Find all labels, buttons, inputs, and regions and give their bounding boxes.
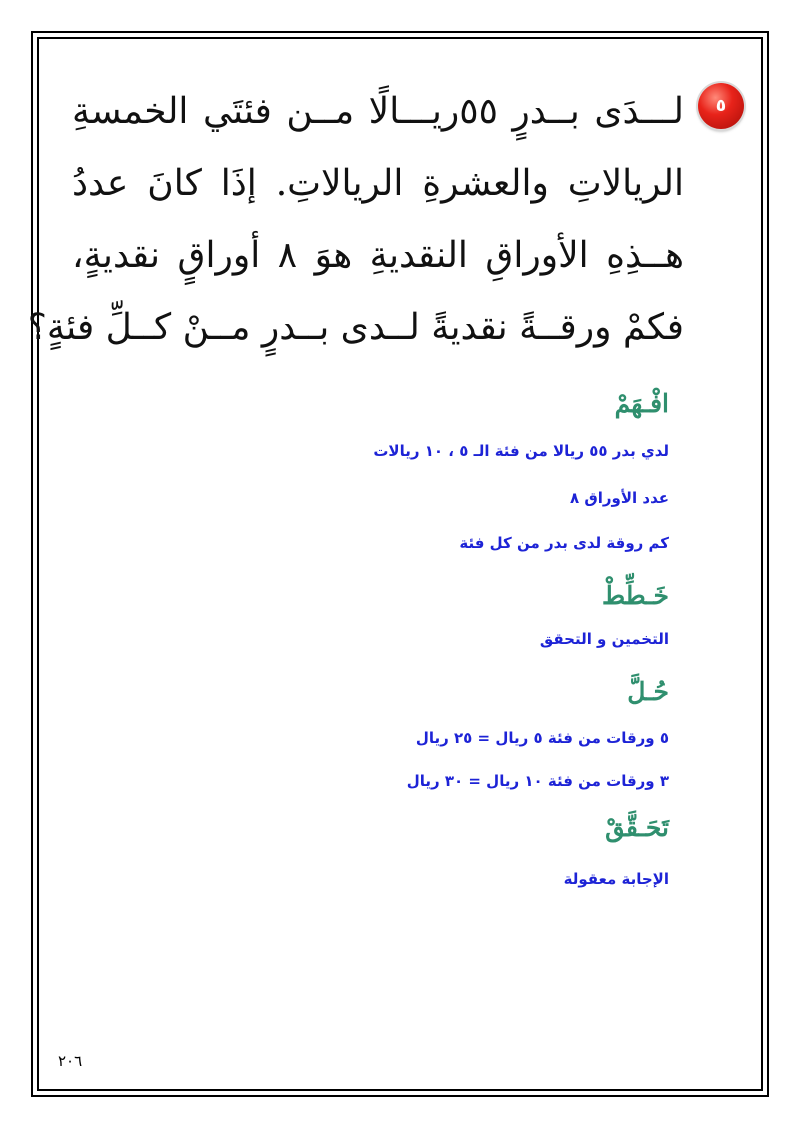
exercise-number: ٥ bbox=[715, 95, 727, 116]
check-heading: تَحَـقَّقْ bbox=[605, 813, 669, 842]
check-line-block bbox=[109, 868, 669, 890]
check-heading-block bbox=[109, 812, 669, 844]
understand-line-block bbox=[109, 440, 669, 462]
solve-heading-block bbox=[109, 676, 669, 708]
understand-line-block bbox=[109, 532, 669, 554]
check-line: الإجابة معقولة bbox=[563, 870, 669, 888]
plan-heading-block bbox=[109, 580, 669, 612]
solve-line-block bbox=[109, 727, 669, 749]
understand-heading-block bbox=[109, 388, 669, 420]
problem-line: الريالاتِ والعشرةِ الريالاتِ. إذَا كانَ عددُ bbox=[72, 163, 684, 204]
understand-heading: افْـهَمْ bbox=[614, 389, 669, 418]
problem-line: هــذِهِ الأوراقِ النقديةِ هوَ ٨ أوراقٍ نقديةٍ، bbox=[72, 235, 684, 276]
problem-statement bbox=[27, 76, 684, 364]
page-number: ٢٠٦ bbox=[58, 1052, 83, 1070]
solve-line: ٥ ورقات من فئة ٥ ريال = ٢٥ ريال bbox=[415, 729, 669, 747]
problem-line: لـــدَى بــدرٍ ٥٥ريـــالًا مــن فئتَي الخمسةِ bbox=[72, 91, 684, 132]
exercise-number-badge bbox=[698, 83, 744, 129]
solve-line-block bbox=[109, 770, 669, 792]
plan-line: التخمين و التحقق bbox=[539, 630, 669, 648]
understand-line: لدي بدر ٥٥ ريالا من فئة الـ ٥ ، ١٠ ريالات bbox=[373, 442, 669, 460]
understand-line-block bbox=[109, 487, 669, 509]
problem-line: فكمْ ورقــةً نقديةً لــدى بــدرٍ مــنْ كــلِّ فئةٍ؟ bbox=[27, 307, 684, 348]
solve-line: ٣ ورقات من فئة ١٠ ريال = ٣٠ ريال bbox=[406, 772, 669, 790]
understand-line: كم روقة لدى بدر من كل فئة bbox=[459, 534, 669, 552]
plan-line-block bbox=[109, 628, 669, 650]
plan-heading: خَـطِّطْ bbox=[601, 581, 669, 610]
understand-line: عدد الأوراق ٨ bbox=[569, 489, 669, 507]
solve-heading: حُـلَّ bbox=[627, 677, 669, 706]
